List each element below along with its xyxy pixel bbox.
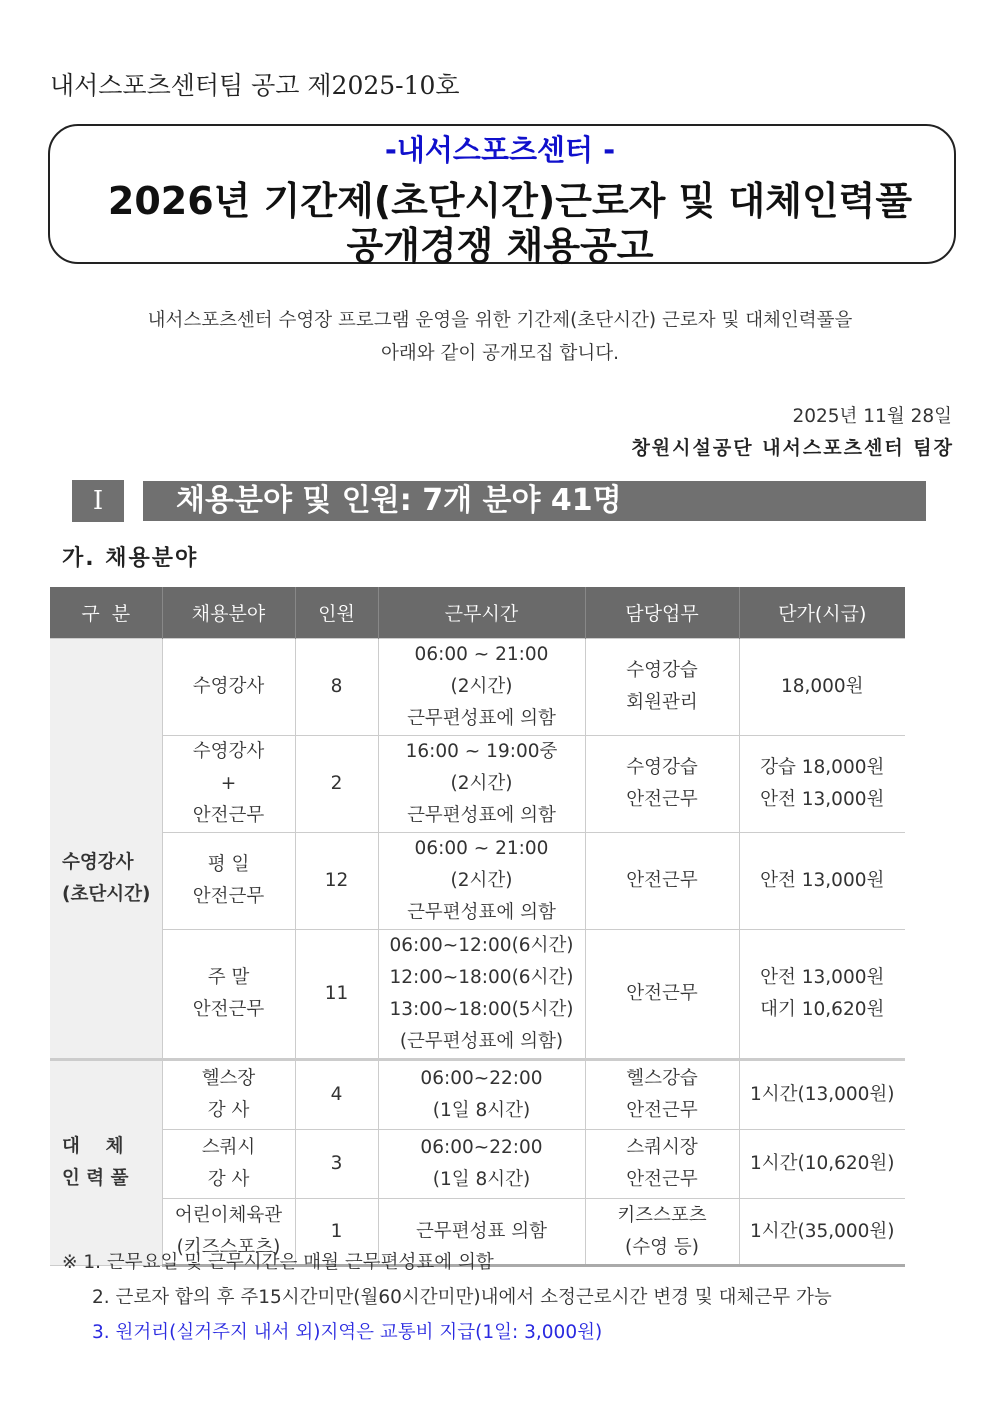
- pay-cell: 1시간(13,000원): [739, 1060, 905, 1130]
- count-cell: 12: [295, 833, 378, 930]
- field-cell: 어린이체육관 (키즈스포츠): [162, 1199, 295, 1266]
- organization-name: -내서스포츠센터 -: [384, 133, 616, 167]
- pay-cell: 안전 13,000원 대기 10,620원: [739, 930, 905, 1060]
- signature: 창원시설공단 내서스포츠센터 팀장: [631, 437, 954, 459]
- intro-line-1: 내서스포츠센터 수영장 프로그램 운영을 위한 기간제(초단시간) 근로자 및 대체인력풀을: [147, 310, 853, 331]
- count-cell: 8: [295, 639, 378, 736]
- hours-cell: 근무편성표 의함: [378, 1199, 585, 1266]
- note-3: 3. 원거리(실거주지 내서 외)지역은 교통비 지급(1일: 3,000원): [92, 1322, 603, 1343]
- pay-cell: 안전 13,000원: [739, 833, 905, 930]
- notice-number: 내서스포츠센터팀 공고 제2025-10호: [50, 71, 460, 100]
- subsection-title: 가. 채용분야: [62, 546, 199, 571]
- notice-date: 2025년 11월 28일: [792, 406, 952, 427]
- duty-cell: 헬스강습 안전근무: [585, 1060, 739, 1130]
- pay-cell: 강습 18,000원 안전 13,000원: [739, 736, 905, 833]
- section-title: 채용분야 및 인원: 7개 분야 41명: [143, 481, 926, 521]
- table-row: [50, 1130, 905, 1199]
- count-cell: 11: [295, 930, 378, 1060]
- table-row: [50, 1060, 905, 1130]
- table-header: [50, 587, 905, 639]
- count-cell: 1: [295, 1199, 378, 1266]
- hours-cell: 06:00 ~ 21:00 (2시간) 근무편성표에 의함: [378, 639, 585, 736]
- field-cell: 수영강사 + 안전근무: [162, 736, 295, 833]
- hours-cell: 06:00 ~ 21:00 (2시간) 근무편성표에 의함: [378, 833, 585, 930]
- duty-cell: 안전근무: [585, 930, 739, 1060]
- intro-line-2: 아래와 같이 공개모집 합니다.: [381, 343, 619, 364]
- field-cell: 수영강사: [162, 639, 295, 736]
- duty-cell: 수영강습 회원관리: [585, 639, 739, 736]
- header-cell: 담당업무: [585, 587, 739, 639]
- pay-cell: 1시간(10,620원): [739, 1130, 905, 1199]
- group-label: 대 체 인 력 풀: [50, 1060, 162, 1266]
- table-row: [50, 736, 905, 833]
- table-row: [50, 833, 905, 930]
- duty-cell: 스쿼시장 안전근무: [585, 1130, 739, 1199]
- note-2: 2. 근로자 합의 후 주15시간미만(월60시간미만)내에서 소정근로시간 변경 및 대체근무 가능: [92, 1287, 832, 1308]
- pay-cell: 18,000원: [739, 639, 905, 736]
- header-cell: 근무시간: [378, 587, 585, 639]
- header-cell: 단가(시급): [739, 587, 905, 639]
- title-line-2: 공개경쟁 채용공고: [346, 224, 654, 268]
- header-cell: 인원: [295, 587, 378, 639]
- hours-cell: 06:00~12:00(6시간) 12:00~18:00(6시간) 13:00~18:00(5시간) (근무편성표에 의함): [378, 930, 585, 1060]
- hours-cell: 06:00~22:00 (1일 8시간): [378, 1130, 585, 1199]
- count-cell: 2: [295, 736, 378, 833]
- duty-cell: 안전근무: [585, 833, 739, 930]
- table-row: [50, 639, 905, 736]
- intro-text: [0, 304, 1000, 370]
- duty-cell: 수영강습 안전근무: [585, 736, 739, 833]
- notes: [62, 1245, 832, 1350]
- count-cell: 4: [295, 1060, 378, 1130]
- pay-cell: 1시간(35,000원): [739, 1199, 905, 1266]
- field-cell: 헬스장 강 사: [162, 1060, 295, 1130]
- header-cell: 채용분야: [162, 587, 295, 639]
- section-number: Ⅰ: [72, 480, 124, 522]
- note-1: ※ 1. 근무요일 및 근무시간은 매월 근무편성표에 의함: [62, 1252, 494, 1273]
- field-cell: 주 말 안전근무: [162, 930, 295, 1060]
- count-cell: 3: [295, 1130, 378, 1199]
- recruitment-table: [50, 587, 905, 1267]
- table-row: [50, 930, 905, 1060]
- hours-cell: 16:00 ~ 19:00중 (2시간) 근무편성표에 의함: [378, 736, 585, 833]
- header-cell: 구 분: [50, 587, 162, 639]
- field-cell: 스쿼시 강 사: [162, 1130, 295, 1199]
- group-label: 수영강사 (초단시간): [50, 639, 162, 1060]
- hours-cell: 06:00~22:00 (1일 8시간): [378, 1060, 585, 1130]
- field-cell: 평 일 안전근무: [162, 833, 295, 930]
- duty-cell: 키즈스포츠 (수영 등): [585, 1199, 739, 1266]
- title-line-1: 2026년 기간제(초단시간)근로자 및 대체인력풀: [107, 179, 913, 223]
